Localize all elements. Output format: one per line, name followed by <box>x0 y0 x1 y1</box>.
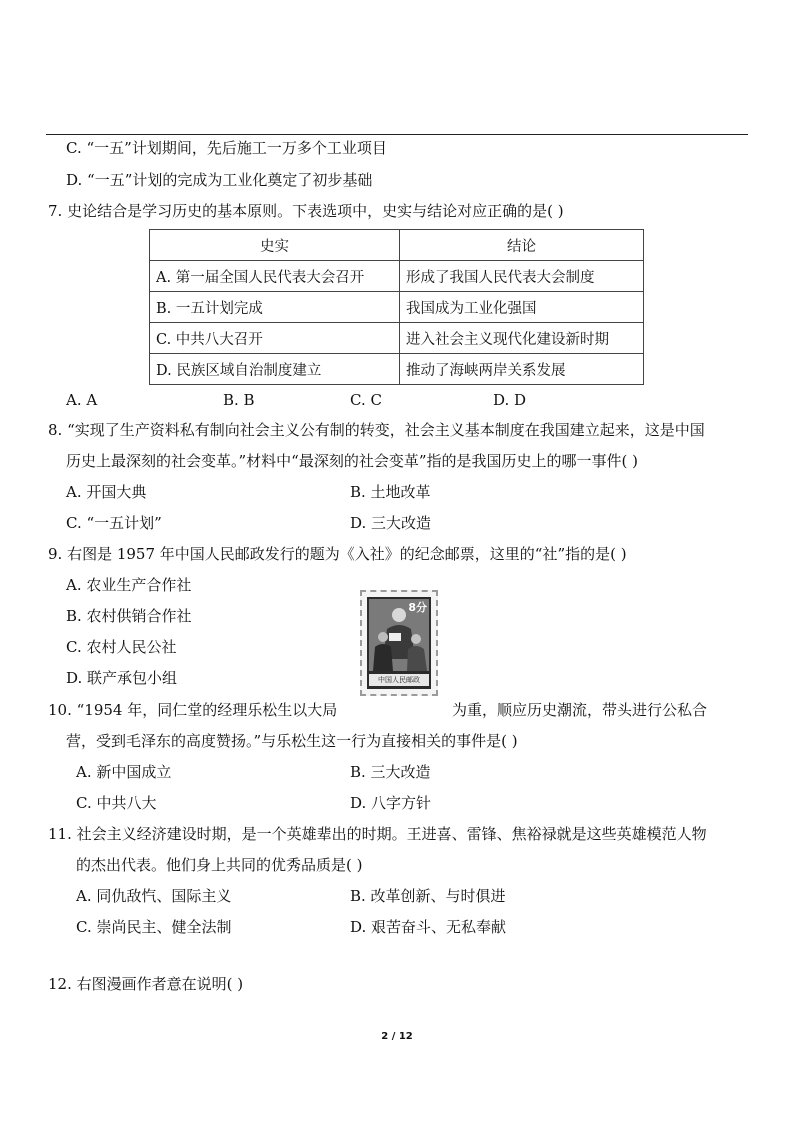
prev-option-d: D. “一五”计划的完成为工业化奠定了初步基础 <box>66 171 373 189</box>
q8-option-b: B. 土地改革 <box>350 483 431 501</box>
q10-stem-line2: 营，受到毛泽东的高度赞扬。”与乐松生这一行为直接相关的事件是( ) <box>66 732 518 750</box>
stamp-illustration <box>369 599 429 671</box>
q8-option-a: A. 开国大典 <box>66 483 147 501</box>
stamp-image <box>360 590 438 696</box>
q9-option-d: D. 联产承包小组 <box>66 669 178 687</box>
table-row <box>150 292 644 323</box>
q10-option-c: C. 中共八大 <box>76 794 157 812</box>
table-cell-conclusion: 推动了海峡两岸关系发展 <box>400 354 644 385</box>
table-cell-fact: B. 一五计划完成 <box>150 292 400 323</box>
table-cell-fact: A. 第一届全国人民代表大会召开 <box>150 261 400 292</box>
q11-option-b: B. 改革创新、与时俱进 <box>350 887 506 905</box>
q9-option-b: B. 农村供销合作社 <box>66 607 192 625</box>
q7-table <box>149 229 644 385</box>
table-header-fact: 史实 <box>150 230 400 261</box>
q7-stem: 7. 史论结合是学习历史的基本原则。下表选项中，史实与结论对应正确的是( ) <box>48 202 564 220</box>
q8-option-d: D. 三大改造 <box>350 514 432 532</box>
q8-stem-line2: 历史上最深刻的社会变革。”材料中“最深刻的社会变革”指的是我国历史上的哪一事件( ) <box>66 452 638 470</box>
q11-option-a: A. 同仇敌忾、国际主义 <box>76 887 232 905</box>
header-rule <box>46 134 748 135</box>
table-cell-conclusion: 我国成为工业化强国 <box>400 292 644 323</box>
q11-stem-line1: 11. 社会主义经济建设时期，是一个英雄辈出的时期。王进喜、雷锋、焦裕禄就是这些英雄模范人物 <box>48 825 707 843</box>
q8-option-c: C. “一五计划” <box>66 514 162 532</box>
q8-stem-line1: 8. “实现了生产资料私有制向社会主义公有制的转变，社会主义基本制度在我国建立起来，这是中国 <box>48 421 705 439</box>
q10-option-b: B. 三大改造 <box>350 763 431 781</box>
table-cell-fact: D. 民族区域自治制度建立 <box>150 354 400 385</box>
table-cell-conclusion: 形成了我国人民代表大会制度 <box>400 261 644 292</box>
q7-option-b: B. B <box>223 391 255 409</box>
prev-option-c: C. “一五”计划期间，先后施工一万多个工业项目 <box>66 139 387 157</box>
q12-stem: 12. 右图漫画作者意在说明( ) <box>48 975 244 993</box>
page-number: 2 / 12 <box>381 1031 413 1042</box>
q11-option-c: C. 崇尚民主、健全法制 <box>76 918 232 936</box>
table-cell-fact: C. 中共八大召开 <box>150 323 400 354</box>
q7-option-a: A. A <box>66 391 98 409</box>
table-row <box>150 323 644 354</box>
q9-option-c: C. 农村人民公社 <box>66 638 177 656</box>
q9-stem: 9. 右图是 1957 年中国人民邮政发行的题为《入社》的纪念邮票，这里的“社”指的是( ) <box>48 545 627 563</box>
table-header-conclusion: 结论 <box>400 230 644 261</box>
table-cell-conclusion: 进入社会主义现代化建设新时期 <box>400 323 644 354</box>
q10-option-a: A. 新中国成立 <box>76 763 172 781</box>
q9-option-a: A. 农业生产合作社 <box>66 576 192 594</box>
q10-stem-line1a: 10. “1954 年，同仁堂的经理乐松生以大局 <box>48 701 338 719</box>
q11-option-d: D. 艰苦奋斗、无私奉献 <box>350 918 507 936</box>
stamp-value: 8分 <box>408 601 427 614</box>
q10-stem-line1b: 为重，顺应历史潮流，带头进行公私合 <box>452 701 708 719</box>
table-row <box>150 354 644 385</box>
stamp-frame <box>367 597 431 689</box>
q11-stem-line2: 的杰出代表。他们身上共同的优秀品质是( ) <box>76 856 363 874</box>
table-row <box>150 261 644 292</box>
q7-option-d: D. D <box>493 391 527 409</box>
stamp-caption: 中国人民邮政 <box>369 674 429 686</box>
q10-option-d: D. 八字方针 <box>350 794 432 812</box>
q7-option-c: C. C <box>350 391 382 409</box>
table-header-row <box>150 230 644 261</box>
